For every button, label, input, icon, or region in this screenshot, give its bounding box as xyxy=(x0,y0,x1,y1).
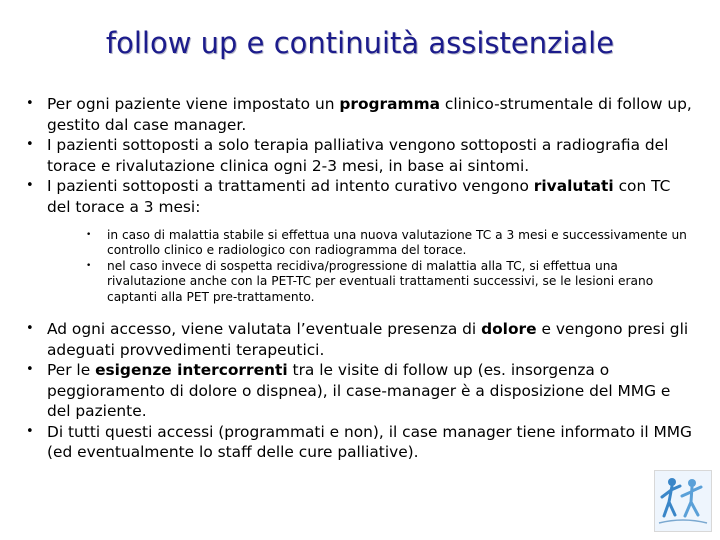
sub-bullet-dot-icon: • xyxy=(86,260,92,271)
bullet-dot-icon: • xyxy=(26,321,34,337)
bullet-list-top xyxy=(26,94,696,217)
bullet-dot-icon: • xyxy=(26,137,34,152)
sub-bullet-dot-icon: • xyxy=(86,230,92,240)
bullet-dot-icon: • xyxy=(26,423,34,439)
slide-title: follow up e continuità assistenziale xyxy=(105,26,615,60)
bullet-list-bottom xyxy=(26,319,696,463)
bullet-item: • Di tutti questi accessi (programmati e non), il case manager tiene informato il MMG (ed eventualmente lo staff delle cure palliative). xyxy=(26,422,692,462)
group-logo-icon xyxy=(654,470,712,532)
bullet-item: • I pazienti sottoposti a trattamenti ad intento curativo vengono rivalutati con TC del torace a 3 mesi: xyxy=(26,177,671,216)
bullet-item: • Ad ogni accesso, viene valutata l’eventuale presenza di dolore e vengono presi gli adeguati provvedimenti terapeutici. xyxy=(26,320,689,359)
bullet-item: • Per le esigenze intercorrenti tra le visite di follow up (es. insorgenza o peggioramento di dolore o dispnea), il case-manager è a disposizione del MMG e del paziente. xyxy=(26,361,671,421)
bullet-dot-icon: • xyxy=(26,178,34,193)
bullet-dot-icon: • xyxy=(26,96,34,111)
bullet-item: • Per ogni paziente viene impostato un programma clinico-strumentale di follow up, gestito dal case manager. xyxy=(26,95,692,134)
sub-bullet-item: • nel caso invece di sospetta recidiva/progressione di malattia alla TC, si effettua una rivalutazione anche con la PET-TC per eventuali trattamenti successivi, se le lesioni erano captanti alla PET pre-trattamento. xyxy=(86,258,654,304)
bullet-dot-icon: • xyxy=(26,362,34,378)
slide-content xyxy=(26,94,696,463)
sub-bullet-item: • in caso di malattia stabile si effettua una nuova valutazione TC a 3 mesi e successivamente un controllo clinico e radiologico con radiogramma del torace. xyxy=(86,228,687,258)
sub-bullet-list xyxy=(83,228,696,305)
bullet-item: • I pazienti sottoposti a solo terapia palliativa vengono sottoposti a radiografia del torace e rivalutazione clinica ogni 2-3 mesi, in base ai sintomi. xyxy=(26,136,669,175)
